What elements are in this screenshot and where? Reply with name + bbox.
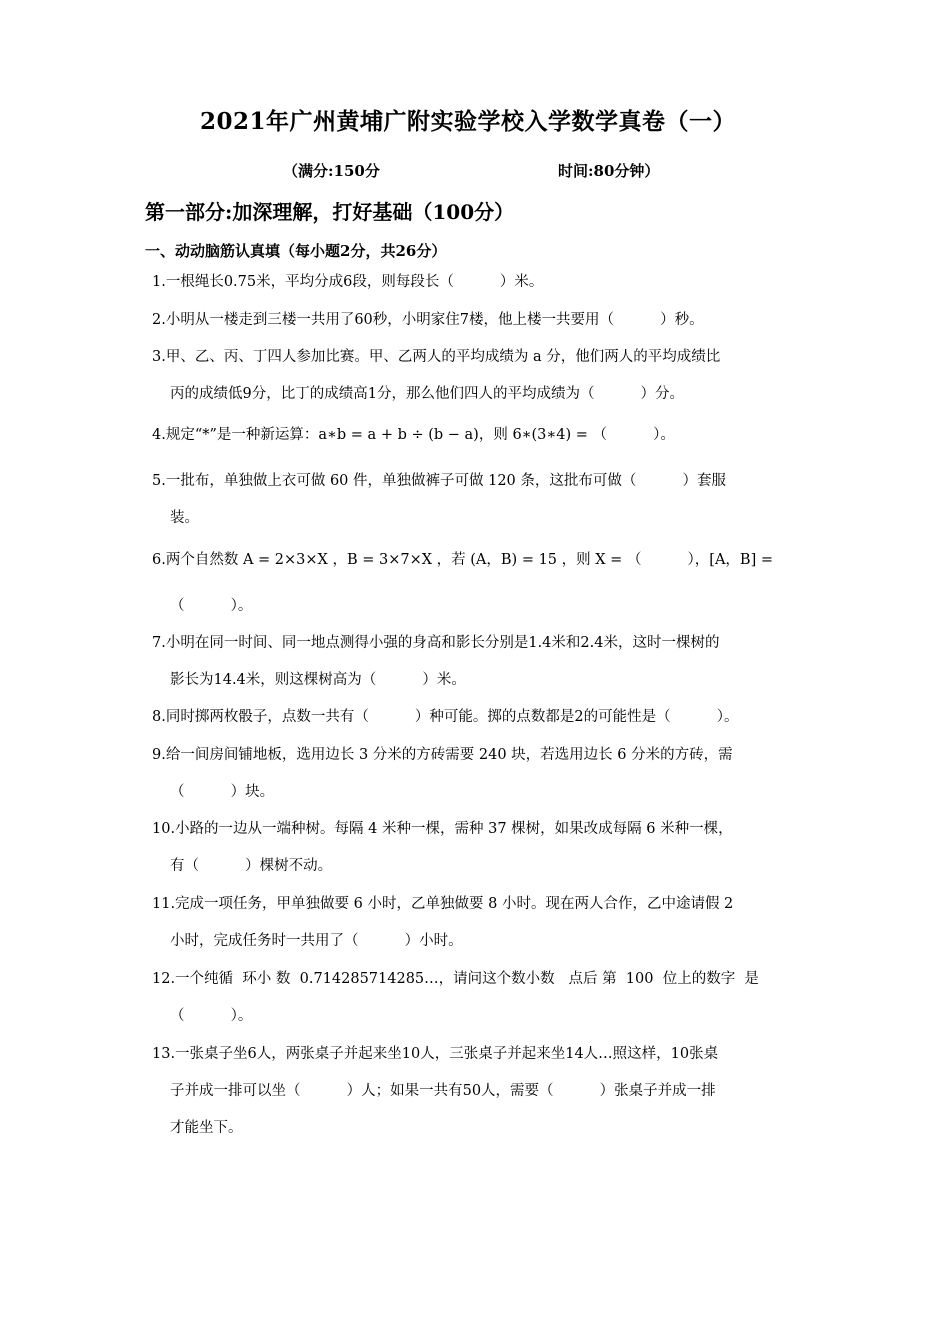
question-3-line-1: 3.甲、乙、丙、丁四人参加比赛。甲、乙两人的平均成绩为 a 分，他们两人的平均成绩比 [152, 349, 721, 365]
question-5-line-1: 5.一批布，单独做上衣可做 60 件，单独做裤子可做 120 条，这批布可做（ ）套服 [152, 473, 726, 489]
question-13-line-3: 才能坐下。 [170, 1120, 243, 1136]
question-1: 1.一根绳长0.75米，平均分成6段，则每段长（ ）米。 [152, 274, 544, 290]
time-limit: 时间:80分钟） [558, 162, 660, 180]
question-10-line-1: 10.小路的一边从一端种树。每隔 4 米种一棵，需种 37 棵树，如果改成每隔 6 米种一棵， [152, 821, 733, 837]
question-8: 8.同时掷两枚骰子，点数一共有（ ）种可能。掷的点数都是2的可能性是（ ）。 [152, 709, 739, 725]
question-11-line-1: 11.完成一项任务，甲单独做要 6 小时，乙单独做要 8 小时。现在两人合作，乙中途请假 2 [152, 896, 734, 912]
question-12-line-1: 12.一个纯循 环小 数 0.714285714285…，请问这个数小数 点后 第 100 位上的数字 是 [152, 971, 759, 987]
section-heading: 一、动动脑筋认真填（每小题2分，共26分） [145, 242, 447, 260]
question-13-line-2: 子并成一排可以坐（ ）人；如果一共有50人，需要（ ）张桌子并成一排 [170, 1083, 716, 1099]
question-6-line-1: 6.两个自然数 A = 2×3×X ，B = 3×7×X ，若 (A，B) = 15 ，则 X = （ ），[A，B] = [152, 552, 773, 568]
question-7-line-2: 影长为14.4米，则这棵树高为（ ）米。 [170, 672, 466, 688]
full-score: （满分:150分 [283, 162, 380, 180]
question-5-line-2: 装。 [170, 510, 199, 526]
exam-title: 2021年广州黄埔广附实验学校入学数学真卷（一） [199, 108, 736, 135]
question-4: 4.规定“*”是一种新运算：a∗b = a + b ÷ (b − a)，则 6∗(3∗4) = （ ）。 [152, 427, 675, 443]
question-9-line-1: 9.给一间房间铺地板，选用边长 3 分米的方砖需要 240 块，若选用边长 6 分米的方砖，需 [152, 747, 733, 763]
question-12-line-2: （ ）。 [170, 1008, 253, 1024]
question-11-line-2: 小时，完成任务时一共用了（ ）小时。 [170, 933, 463, 949]
question-13-line-1: 13.一张桌子坐6人，两张桌子并起来坐10人，三张桌子并起来坐14人…照这样，10张桌 [152, 1046, 719, 1062]
question-2: 2.小明从一楼走到三楼一共用了60秒，小明家住7楼，他上楼一共要用（ ）秒。 [152, 312, 704, 328]
question-10-line-2: 有（ ）棵树不动。 [170, 858, 333, 874]
part-heading: 第一部分:加深理解，打好基础（100分） [145, 200, 515, 224]
question-3-line-2: 丙的成绩低9分，比丁的成绩高1分，那么他们四人的平均成绩为（ ）分。 [170, 386, 685, 402]
question-6-line-2: （ ）。 [170, 598, 253, 614]
question-9-line-2: （ ）块。 [170, 784, 275, 800]
question-7-line-1: 7.小明在同一时间、同一地点测得小强的身高和影长分别是1.4米和2.4米，这时一棵树的 [152, 635, 720, 651]
